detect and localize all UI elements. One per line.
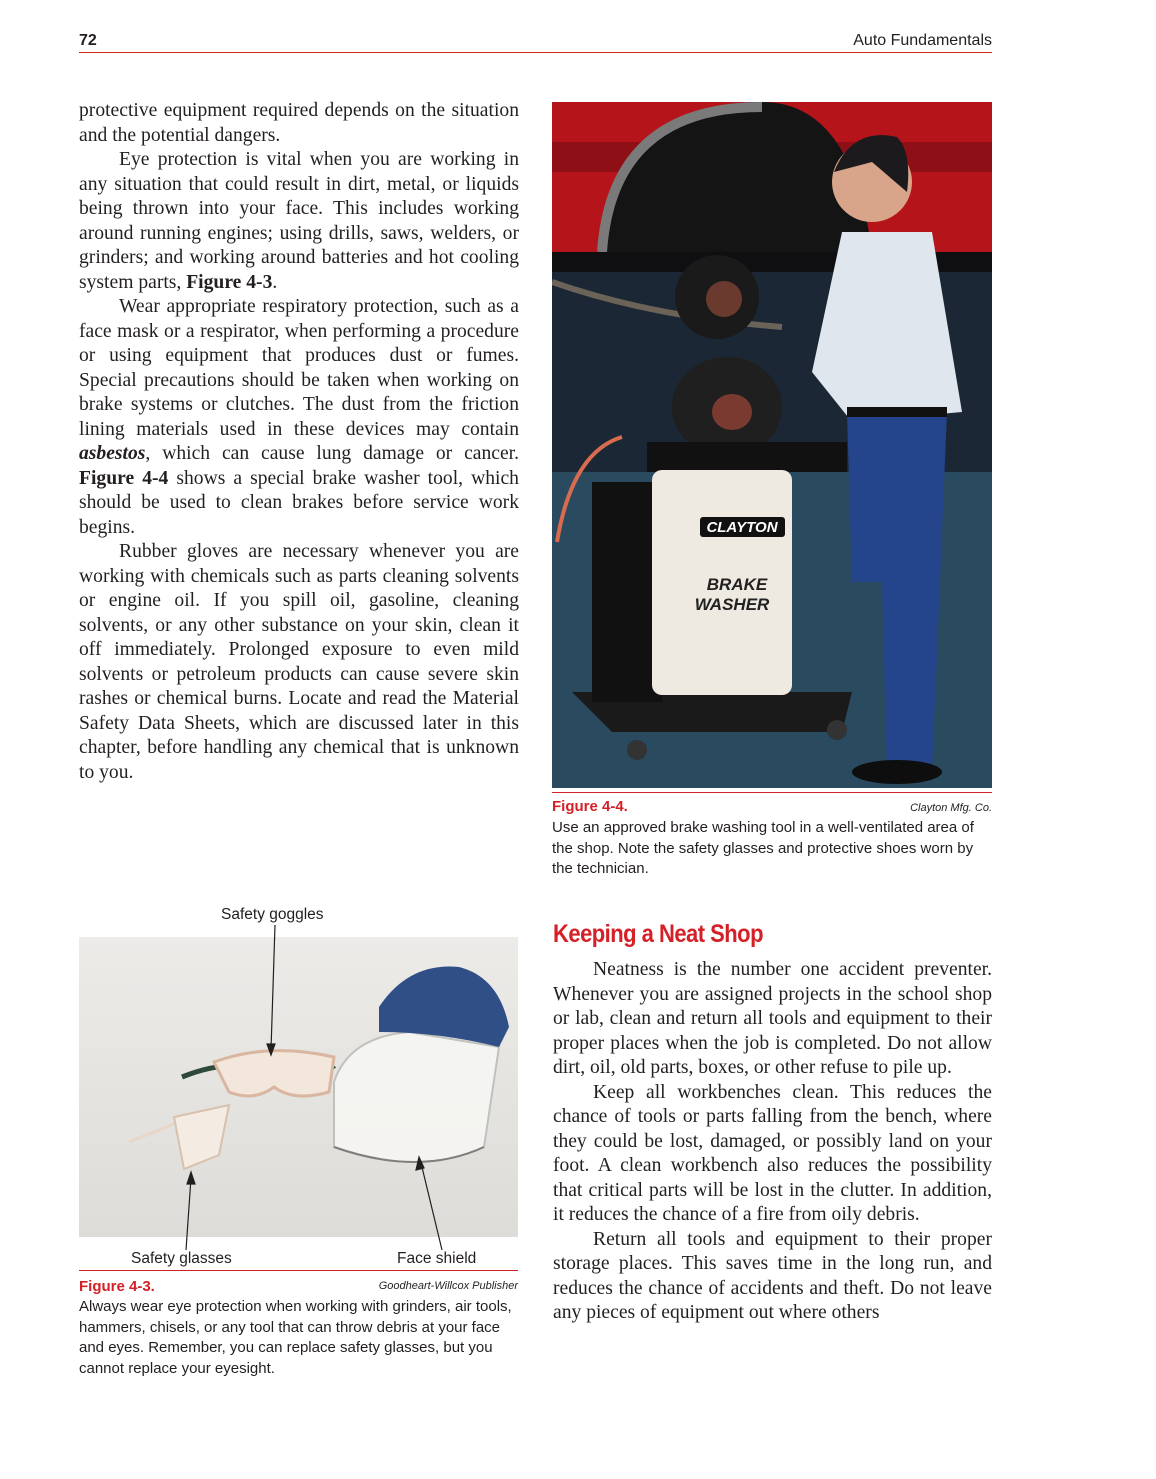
brake-washer-illustration (552, 102, 992, 788)
paragraph: Keep all workbenches clean. This reduces the chance of tools or parts falling from the bench, where they could be lost, damaged, or possibly land on your foot. A clean workbench also reduces the possibility that critical parts will be lost in the clutter. In addition, it reduces the chance of a fire from oily debris. (553, 1081, 992, 1225)
figure-4-3-credit: Goodheart-Willcox Publisher (378, 1280, 518, 1292)
paragraph: Return all tools and equipment to their proper storage places. This saves time in the long run, and reduces the chance of accidents and theft. Do not leave any pieces of equipment out where others (553, 1228, 992, 1323)
shoe (852, 760, 942, 784)
section-heading: Keeping a Neat Shop (553, 920, 764, 948)
figure-4-4-photo (552, 102, 992, 788)
callout-safety-glasses: Safety glasses (131, 1250, 232, 1267)
page-number: 72 (79, 32, 97, 49)
figure-4-4-credit: Clayton Mfg. Co. (910, 802, 992, 814)
paragraph-respiratory: Wear appropriate respiratory protection, such as a face mask or a respirator, when performing a procedure or using equipment that produces dust or fumes. Special precautions should be taken when working on brake systems or clutches. The dust from the friction lining materials used in these devices may contain asbestos, which can cause lung damage or cancer. Figure 4-4 shows a special brake washer tool, which should be used to clean brakes before service work begins. (79, 296, 519, 538)
paragraph-eye-protection: Eye protection is vital when you are working in any situation that could result in dirt, metal, or liquids being thrown into your face. This includes working around running engines; using drills, saws, welders, or grinders; and working around batteries and hot cooling system parts, Figure 4-3. (79, 149, 519, 293)
right-column-text (553, 958, 992, 1326)
hub-center (706, 281, 742, 317)
callout-face-shield: Face shield (397, 1250, 477, 1267)
figure-reference[interactable]: Figure 4-4 (79, 467, 169, 489)
product-label-line2: WASHER (694, 595, 770, 614)
drum-center (712, 394, 752, 430)
left-column-text (79, 99, 519, 785)
caster-wheel (627, 740, 647, 760)
figure-reference[interactable]: Figure 4-3 (186, 271, 273, 293)
running-header (79, 30, 992, 53)
paragraph: protective equipment required depends on the situation and the potential dangers. (79, 100, 519, 146)
figure-4-3-photo (79, 937, 518, 1237)
brand-label: CLAYTON (706, 519, 778, 536)
cart-tray (592, 482, 662, 702)
product-label-line1: BRAKE (706, 575, 768, 594)
caption-rule (79, 1270, 518, 1271)
figure-4-3-label: Figure 4-3. (79, 1278, 155, 1295)
caster-wheel (827, 720, 847, 740)
belt (847, 407, 947, 417)
key-term: asbestos (79, 443, 146, 464)
caption-rule (552, 792, 992, 793)
washer-basin (647, 442, 847, 472)
callout-safety-goggles: Safety goggles (221, 906, 324, 923)
paragraph: Neatness is the number one accident preventer. Whenever you are assigned projects in the school shop or lab, clean and return all tools and equipment to their proper places when the job is completed. Do not allow dirt, oil, old parts, boxes, or other refuse to pile up. (553, 959, 992, 1078)
book-title: Auto Fundamentals (853, 32, 992, 49)
figure-4-4-caption: Use an approved brake washing tool in a well-ventilated area of the shop. Note the safety glasses and protective shoes worn by the technician. (552, 819, 974, 877)
figure-4-4-label: Figure 4-4. (552, 798, 628, 815)
paragraph-gloves: Rubber gloves are necessary whenever you are working with chemicals such as parts cleaning solvents or engine oil. If you spill oil, gasoline, cleaning solvents, or any other substance on your skin, clean it off immediately. Prolonged exposure to even mild solvents or petroleum products can cause severe skin rashes or chemical burns. Locate and read the Material Safety Data Sheets, which are discussed later in this chapter, before handling any chemical that is unknown to you. (79, 541, 519, 783)
face-shield (334, 1032, 499, 1162)
eye-protection-illustration (79, 937, 518, 1237)
figure-4-3-caption: Always wear eye protection when working with grinders, air tools, hammers, chisels, or any tool that can throw debris at your face and eyes. Remember, you can replace safety glasses, but you cannot replace your eyesight. (79, 1298, 512, 1377)
